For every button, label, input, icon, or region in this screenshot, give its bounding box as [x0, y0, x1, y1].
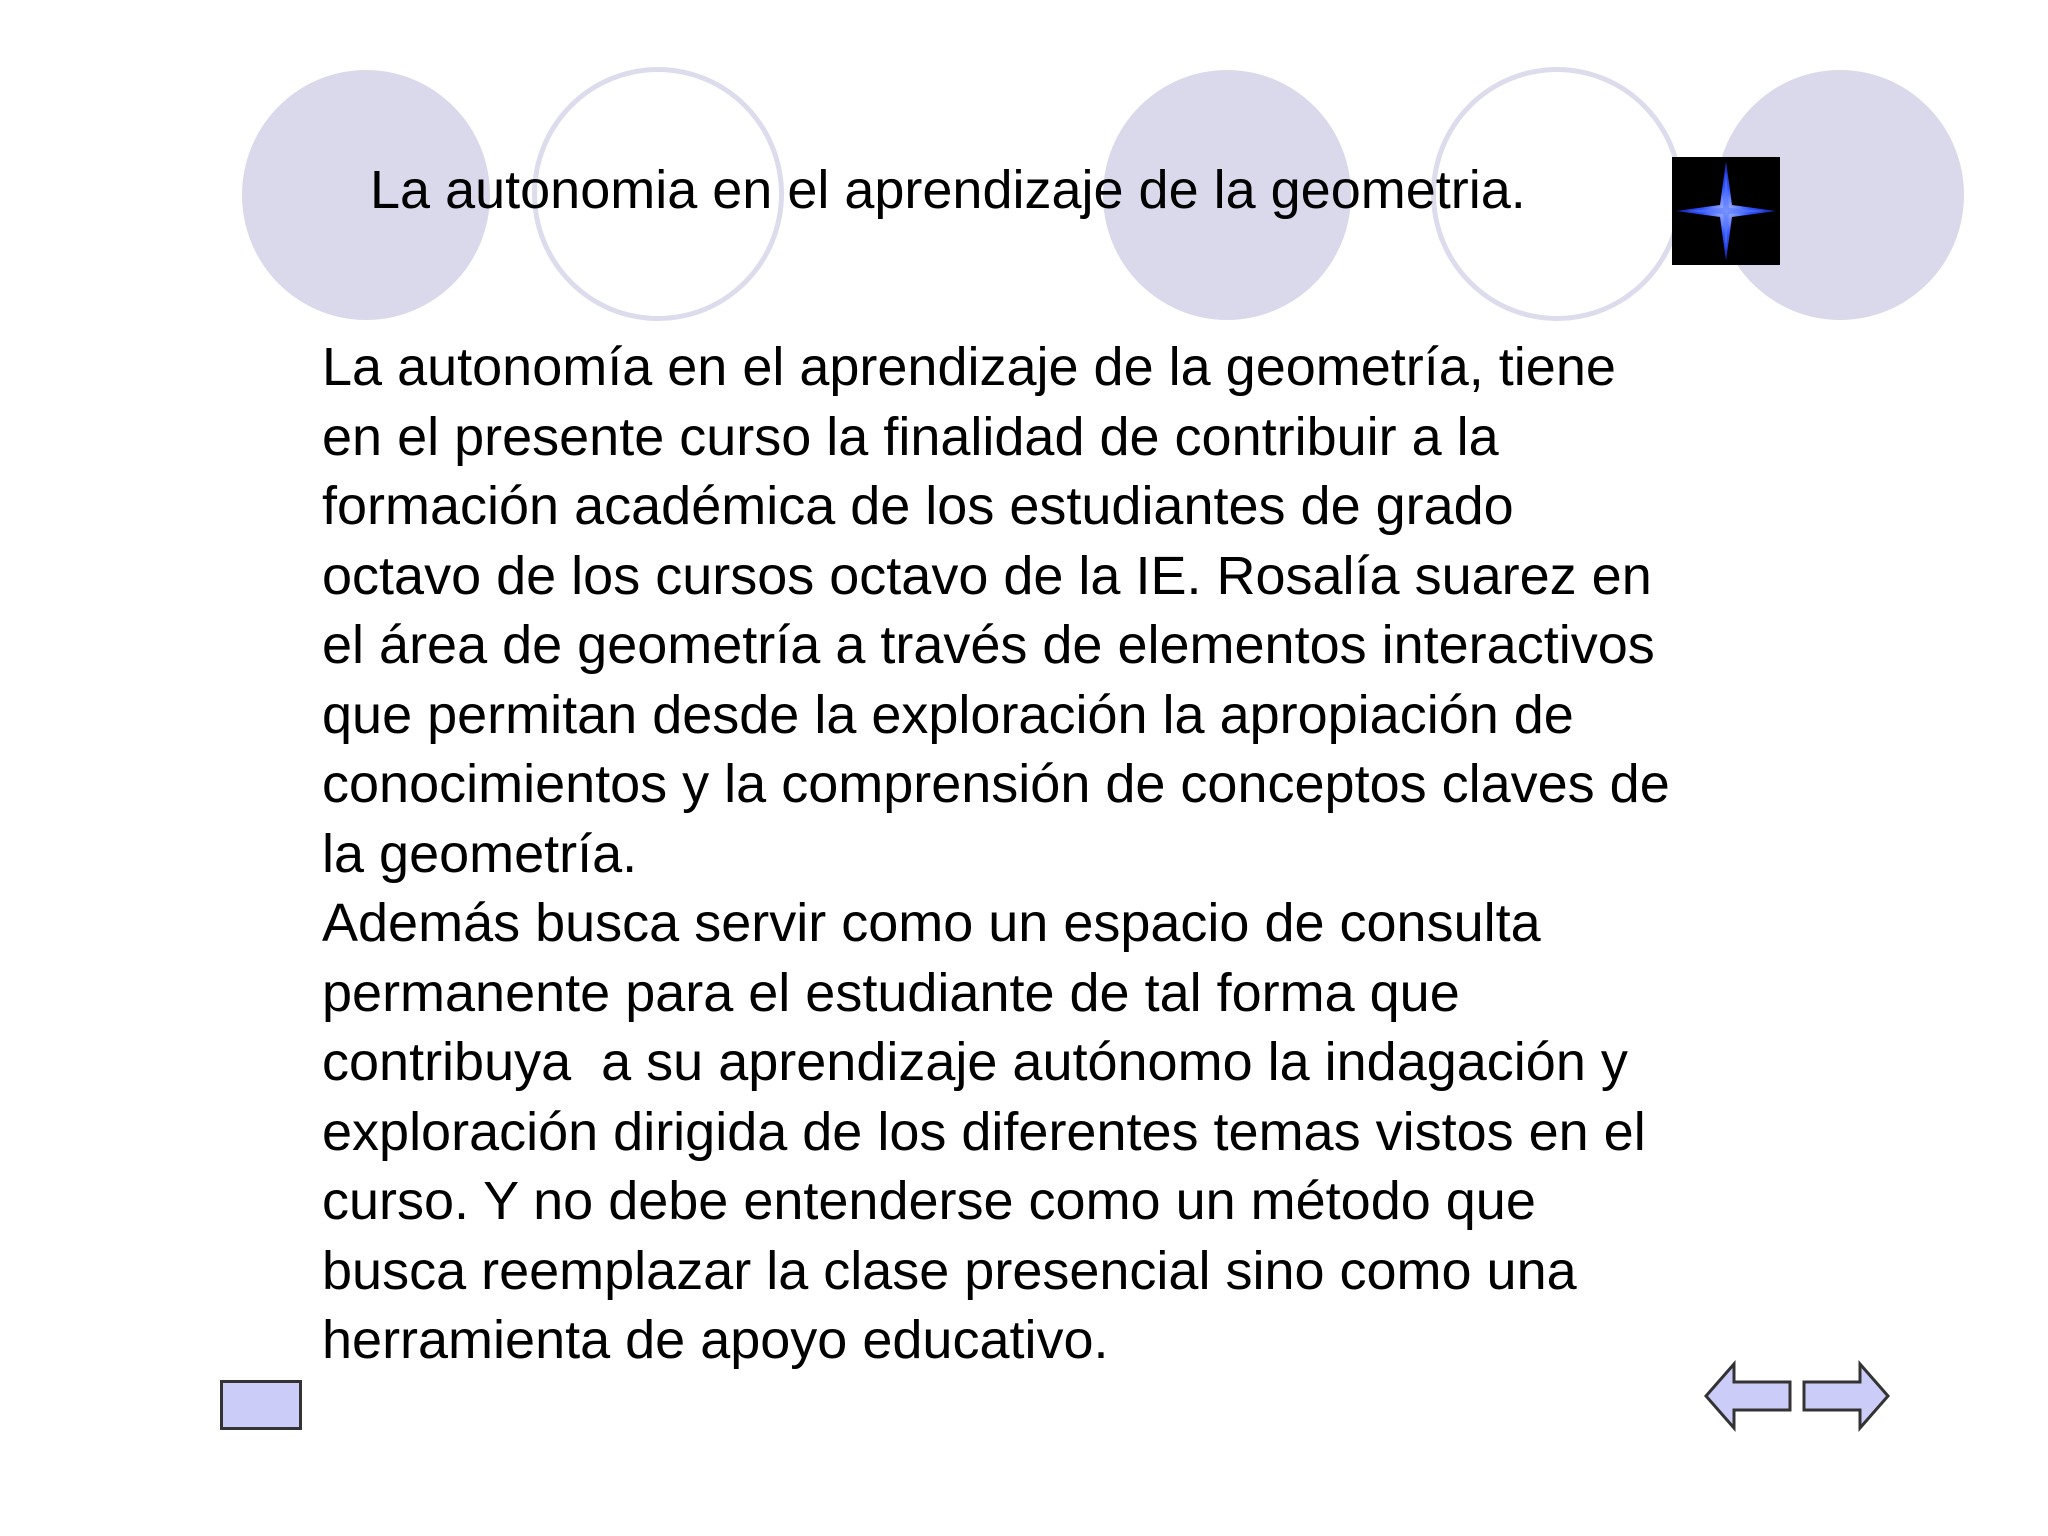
next-slide-button[interactable] — [1802, 1360, 1890, 1432]
right-arrow-icon — [1802, 1360, 1890, 1432]
home-button[interactable] — [220, 1380, 302, 1430]
body-line: permanente para el estudiante de tal forma que — [322, 962, 1460, 1023]
body-line: en el presente curso la finalidad de contribuir a la — [322, 406, 1499, 467]
body-line: busca reemplazar la clase presencial sino como una — [322, 1240, 1577, 1301]
four-point-star-icon — [1672, 157, 1780, 265]
body-line: octavo de los cursos octavo de la IE. Rosalía suarez en — [322, 545, 1652, 606]
body-line: que permitan desde la exploración la apropiación de — [322, 684, 1574, 745]
body-line: contribuya a su aprendizaje autónomo la indagación y — [322, 1032, 1628, 1092]
slide-title: La autonomia en el aprendizaje de la geometria. — [370, 160, 1526, 220]
body-paragraph-1 — [322, 333, 1782, 889]
body-line: formación académica de los estudiantes de grado — [322, 476, 1514, 536]
body-paragraph-2 — [322, 889, 1782, 1376]
body-line: curso. Y no debe entenderse como un método que — [322, 1171, 1536, 1231]
body-line: exploración dirigida de los diferentes temas vistos en el — [322, 1101, 1646, 1162]
body-line: la geometría. — [322, 823, 638, 884]
left-arrow-icon — [1704, 1360, 1792, 1432]
body-line: Además busca servir como un espacio de consulta — [322, 893, 1541, 953]
previous-slide-button[interactable] — [1704, 1360, 1792, 1432]
body-line: herramienta de apoyo educativo. — [322, 1310, 1109, 1370]
body-line: La autonomía en el aprendizaje de la geometría, tiene — [322, 337, 1616, 397]
slide-body — [322, 333, 1782, 1376]
body-line: el área de geometría a través de elementos interactivos — [322, 615, 1655, 675]
body-line: conocimientos y la comprensión de conceptos claves de — [322, 754, 1670, 814]
